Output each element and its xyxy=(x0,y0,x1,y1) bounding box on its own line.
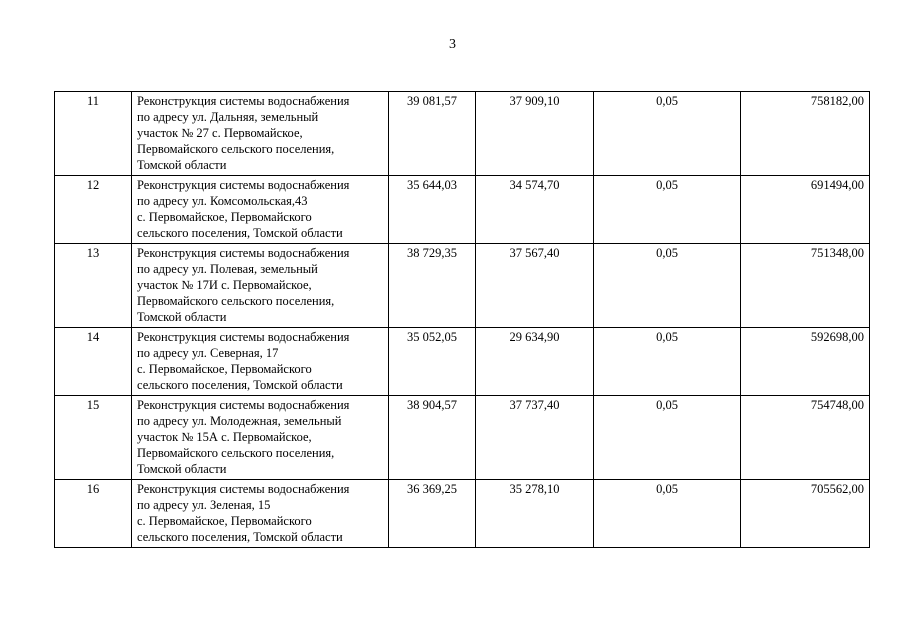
description-cell xyxy=(132,92,389,176)
description-cell xyxy=(132,396,389,480)
description-line: по адресу ул. Северная, 17 xyxy=(137,346,279,360)
table-row xyxy=(55,328,870,396)
description-line: Реконструкция системы водоснабжения xyxy=(137,398,350,412)
description-cell xyxy=(132,328,389,396)
table-row xyxy=(55,480,870,548)
rate-cell: 0,05 xyxy=(594,176,741,244)
description-line: по адресу ул. Комсомольская,43 xyxy=(137,194,308,208)
description-line: Томской области xyxy=(137,310,227,324)
value-1-cell: 36 369,25 xyxy=(389,480,476,548)
description-line: с. Первомайское, Первомайского xyxy=(137,514,312,528)
total-cell: 592698,00 xyxy=(741,328,870,396)
value-2-cell: 29 634,90 xyxy=(476,328,594,396)
description-line: Реконструкция системы водоснабжения xyxy=(137,178,350,192)
table-body xyxy=(55,92,870,548)
description-line: сельского поселения, Томской области xyxy=(137,530,343,544)
value-2-cell: 34 574,70 xyxy=(476,176,594,244)
value-1-cell: 35 052,05 xyxy=(389,328,476,396)
table-row xyxy=(55,92,870,176)
value-2-cell: 35 278,10 xyxy=(476,480,594,548)
total-cell: 691494,00 xyxy=(741,176,870,244)
table-row xyxy=(55,244,870,328)
value-1-cell: 39 081,57 xyxy=(389,92,476,176)
value-1-cell: 38 904,57 xyxy=(389,396,476,480)
page-number: 3 xyxy=(449,37,456,52)
description-line: Первомайского сельского поселения, xyxy=(137,142,335,156)
description-cell xyxy=(132,480,389,548)
row-number-cell: 16 xyxy=(55,480,132,548)
description-cell xyxy=(132,176,389,244)
description-line: Первомайского сельского поселения, xyxy=(137,294,335,308)
description-line: участок № 27 с. Первомайское, xyxy=(137,126,303,140)
description-line: Томской области xyxy=(137,462,227,476)
row-number-cell: 12 xyxy=(55,176,132,244)
total-cell: 705562,00 xyxy=(741,480,870,548)
value-2-cell: 37 909,10 xyxy=(476,92,594,176)
description-line: Томской области xyxy=(137,158,227,172)
row-number-cell: 11 xyxy=(55,92,132,176)
row-number-cell: 13 xyxy=(55,244,132,328)
description-line: по адресу ул. Дальняя, земельный xyxy=(137,110,319,124)
description-line: по адресу ул. Полевая, земельный xyxy=(137,262,318,276)
description-line: Реконструкция системы водоснабжения xyxy=(137,482,350,496)
description-line: с. Первомайское, Первомайского xyxy=(137,362,312,376)
rate-cell: 0,05 xyxy=(594,396,741,480)
description-line: с. Первомайское, Первомайского xyxy=(137,210,312,224)
description-line: по адресу ул. Молодежная, земельный xyxy=(137,414,342,428)
total-cell: 751348,00 xyxy=(741,244,870,328)
description-cell xyxy=(132,244,389,328)
description-line: по адресу ул. Зеленая, 15 xyxy=(137,498,271,512)
rate-cell: 0,05 xyxy=(594,244,741,328)
rate-cell: 0,05 xyxy=(594,480,741,548)
description-line: Первомайского сельского поселения, xyxy=(137,446,335,460)
description-line: Реконструкция системы водоснабжения xyxy=(137,330,350,344)
rate-cell: 0,05 xyxy=(594,328,741,396)
rate-cell: 0,05 xyxy=(594,92,741,176)
description-line: сельского поселения, Томской области xyxy=(137,226,343,240)
value-1-cell: 35 644,03 xyxy=(389,176,476,244)
row-number-cell: 14 xyxy=(55,328,132,396)
table-row xyxy=(55,396,870,480)
row-number-cell: 15 xyxy=(55,396,132,480)
description-line: сельского поселения, Томской области xyxy=(137,378,343,392)
total-cell: 758182,00 xyxy=(741,92,870,176)
data-table xyxy=(54,91,870,548)
description-line: участок № 15А с. Первомайское, xyxy=(137,430,312,444)
description-line: Реконструкция системы водоснабжения xyxy=(137,94,350,108)
description-line: Реконструкция системы водоснабжения xyxy=(137,246,350,260)
table-row xyxy=(55,176,870,244)
value-2-cell: 37 737,40 xyxy=(476,396,594,480)
total-cell: 754748,00 xyxy=(741,396,870,480)
value-1-cell: 38 729,35 xyxy=(389,244,476,328)
description-line: участок № 17И с. Первомайское, xyxy=(137,278,312,292)
value-2-cell: 37 567,40 xyxy=(476,244,594,328)
